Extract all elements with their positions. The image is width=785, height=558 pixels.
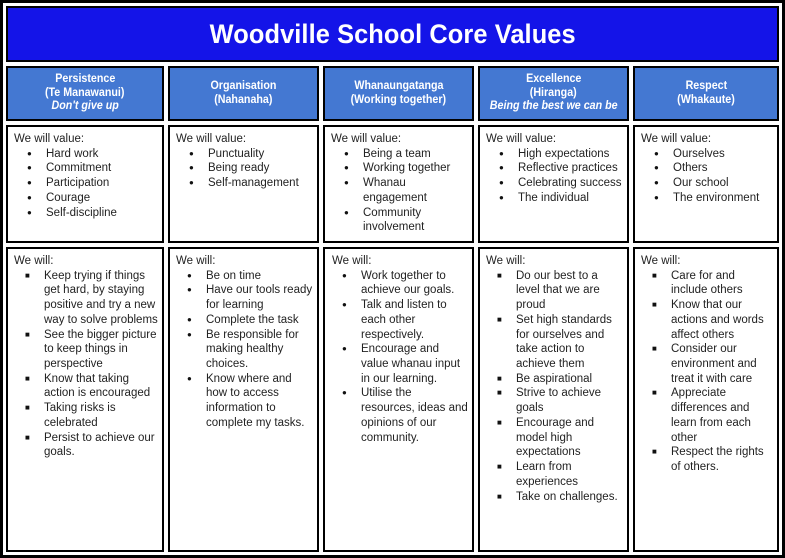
list-item: ■ Strive to achieve goals (485, 386, 623, 415)
action-list (13, 269, 158, 460)
list-item: ● High expectations (485, 147, 623, 162)
list-item: ● Work together to achieve our goals. (330, 269, 468, 298)
list-item: ● Complete the task (175, 313, 313, 328)
list-item: ● Self-discipline (13, 206, 158, 221)
value-maori-name: (Nahanaha) (214, 93, 273, 106)
value-list (13, 147, 158, 221)
list-item: ■ Take on challenges. (485, 490, 623, 505)
list-item: ● Whanau engagement (330, 176, 468, 205)
list-item: ● Talk and listen to each other respectively. (330, 298, 468, 342)
list-lead: We will value: (331, 133, 402, 145)
values-header-row (6, 66, 779, 121)
value-header-whanaungatanga (323, 66, 474, 121)
list-item: ● Working together (330, 161, 468, 176)
list-lead: We will value: (641, 133, 712, 145)
list-item: ■ Do our best to a level that we are proud (485, 269, 623, 313)
list-item: ■ Set high standards for ourselves and take action to achieve them (485, 313, 623, 372)
we-will-value-cell-respect (633, 125, 779, 243)
we-will-value-cell-persistence (6, 125, 164, 243)
list-item: ● Hard work (13, 147, 158, 162)
list-item: ■ Encourage and model high expectations (485, 416, 623, 460)
list-lead: We will: (176, 255, 216, 267)
list-item: ● Reflective practices (485, 161, 623, 176)
list-item: ● Celebrating success (485, 176, 623, 191)
we-will-value-cell-excellence (478, 125, 629, 243)
list-lead: We will value: (486, 133, 557, 145)
list-item: ■ Know that taking action is encouraged (13, 372, 158, 401)
list-item: ● Self-management (175, 176, 313, 191)
value-maori-name: (Working together) (350, 93, 447, 106)
list-item: ● Ourselves (640, 147, 773, 162)
value-motto: Being the best we can be (489, 100, 618, 113)
list-item: ● Commitment (13, 161, 158, 176)
list-lead: We will: (14, 255, 54, 267)
value-motto: Don't give up (51, 100, 119, 113)
action-list (640, 269, 773, 475)
list-item: ■ Care for and include others (640, 269, 773, 298)
value-name: Persistence (54, 73, 116, 86)
action-list (330, 269, 468, 446)
we-will-value-cell-organisation (168, 125, 319, 243)
we-will-cell-organisation (168, 247, 319, 552)
list-item: ■ Be aspirational (485, 372, 623, 387)
list-item: ■ Know that our actions and words affect others (640, 298, 773, 342)
list-item: ● Punctuality (175, 147, 313, 162)
list-item: ● Participation (13, 176, 158, 191)
we-will-value-row (6, 125, 779, 243)
list-item: ■ Respect the rights of others. (640, 445, 773, 474)
list-item: ● Community involvement (330, 206, 468, 235)
list-item: ■ Learn from experiences (485, 460, 623, 489)
value-list (485, 147, 623, 206)
list-item: ● The individual (485, 191, 623, 206)
value-name: Excellence (525, 73, 582, 86)
value-list (175, 147, 313, 191)
value-name: Respect (685, 79, 727, 92)
list-item: ● Being ready (175, 161, 313, 176)
list-lead: We will: (486, 255, 526, 267)
action-list (175, 269, 313, 431)
value-header-respect (633, 66, 779, 121)
list-lead: We will: (641, 255, 681, 267)
list-lead: We will value: (14, 133, 85, 145)
we-will-cell-respect (633, 247, 779, 552)
list-item: ● The environment (640, 191, 773, 206)
list-item: ● Know where and how to access information to complete my tasks. (175, 372, 313, 431)
list-item: ■ See the bigger picture to keep things in perspective (13, 328, 158, 372)
list-item: ● Encourage and value whanau input in our learning. (330, 342, 468, 386)
we-will-value-cell-whanaungatanga (323, 125, 474, 243)
value-list (330, 147, 468, 235)
value-list (640, 147, 773, 206)
page-title: Woodville School Core Values (209, 18, 576, 49)
we-will-cell-excellence (478, 247, 629, 552)
list-item: ■ Taking risks is celebrated (13, 401, 158, 430)
value-maori-name: (Hiranga) (530, 86, 577, 99)
list-item: ● Be responsible for making healthy choices. (175, 328, 313, 372)
list-item: ● Have our tools ready for learning (175, 283, 313, 312)
list-lead: We will value: (176, 133, 247, 145)
list-item: ● Being a team (330, 147, 468, 162)
list-item: ■ Keep trying if things get hard, by staying positive and try a new way to solve problems (13, 269, 158, 328)
list-lead: We will: (332, 255, 372, 267)
value-header-persistence (6, 66, 164, 121)
action-list (485, 269, 623, 505)
list-item: ■ Consider our environment and treat it with care (640, 342, 773, 386)
list-item: ■ Persist to achieve our goals. (13, 431, 158, 460)
poster-title-banner (6, 6, 779, 62)
we-will-row (6, 247, 779, 552)
we-will-cell-whanaungatanga (323, 247, 474, 552)
list-item: ● Utilise the resources, ideas and opinions of our community. (330, 386, 468, 445)
value-header-organisation (168, 66, 319, 121)
list-item: ● Others (640, 161, 773, 176)
we-will-cell-persistence (6, 247, 164, 552)
list-item: ● Courage (13, 191, 158, 206)
list-item: ■ Appreciate differences and learn from each other (640, 386, 773, 445)
value-name: Whanaungatanga (353, 79, 444, 92)
value-maori-name: (Te Manawanui) (45, 86, 125, 99)
value-name: Organisation (210, 79, 277, 92)
list-item: ● Be on time (175, 269, 313, 284)
list-item: ● Our school (640, 176, 773, 191)
value-header-excellence (478, 66, 629, 121)
value-maori-name: (Whakaute) (677, 93, 735, 106)
